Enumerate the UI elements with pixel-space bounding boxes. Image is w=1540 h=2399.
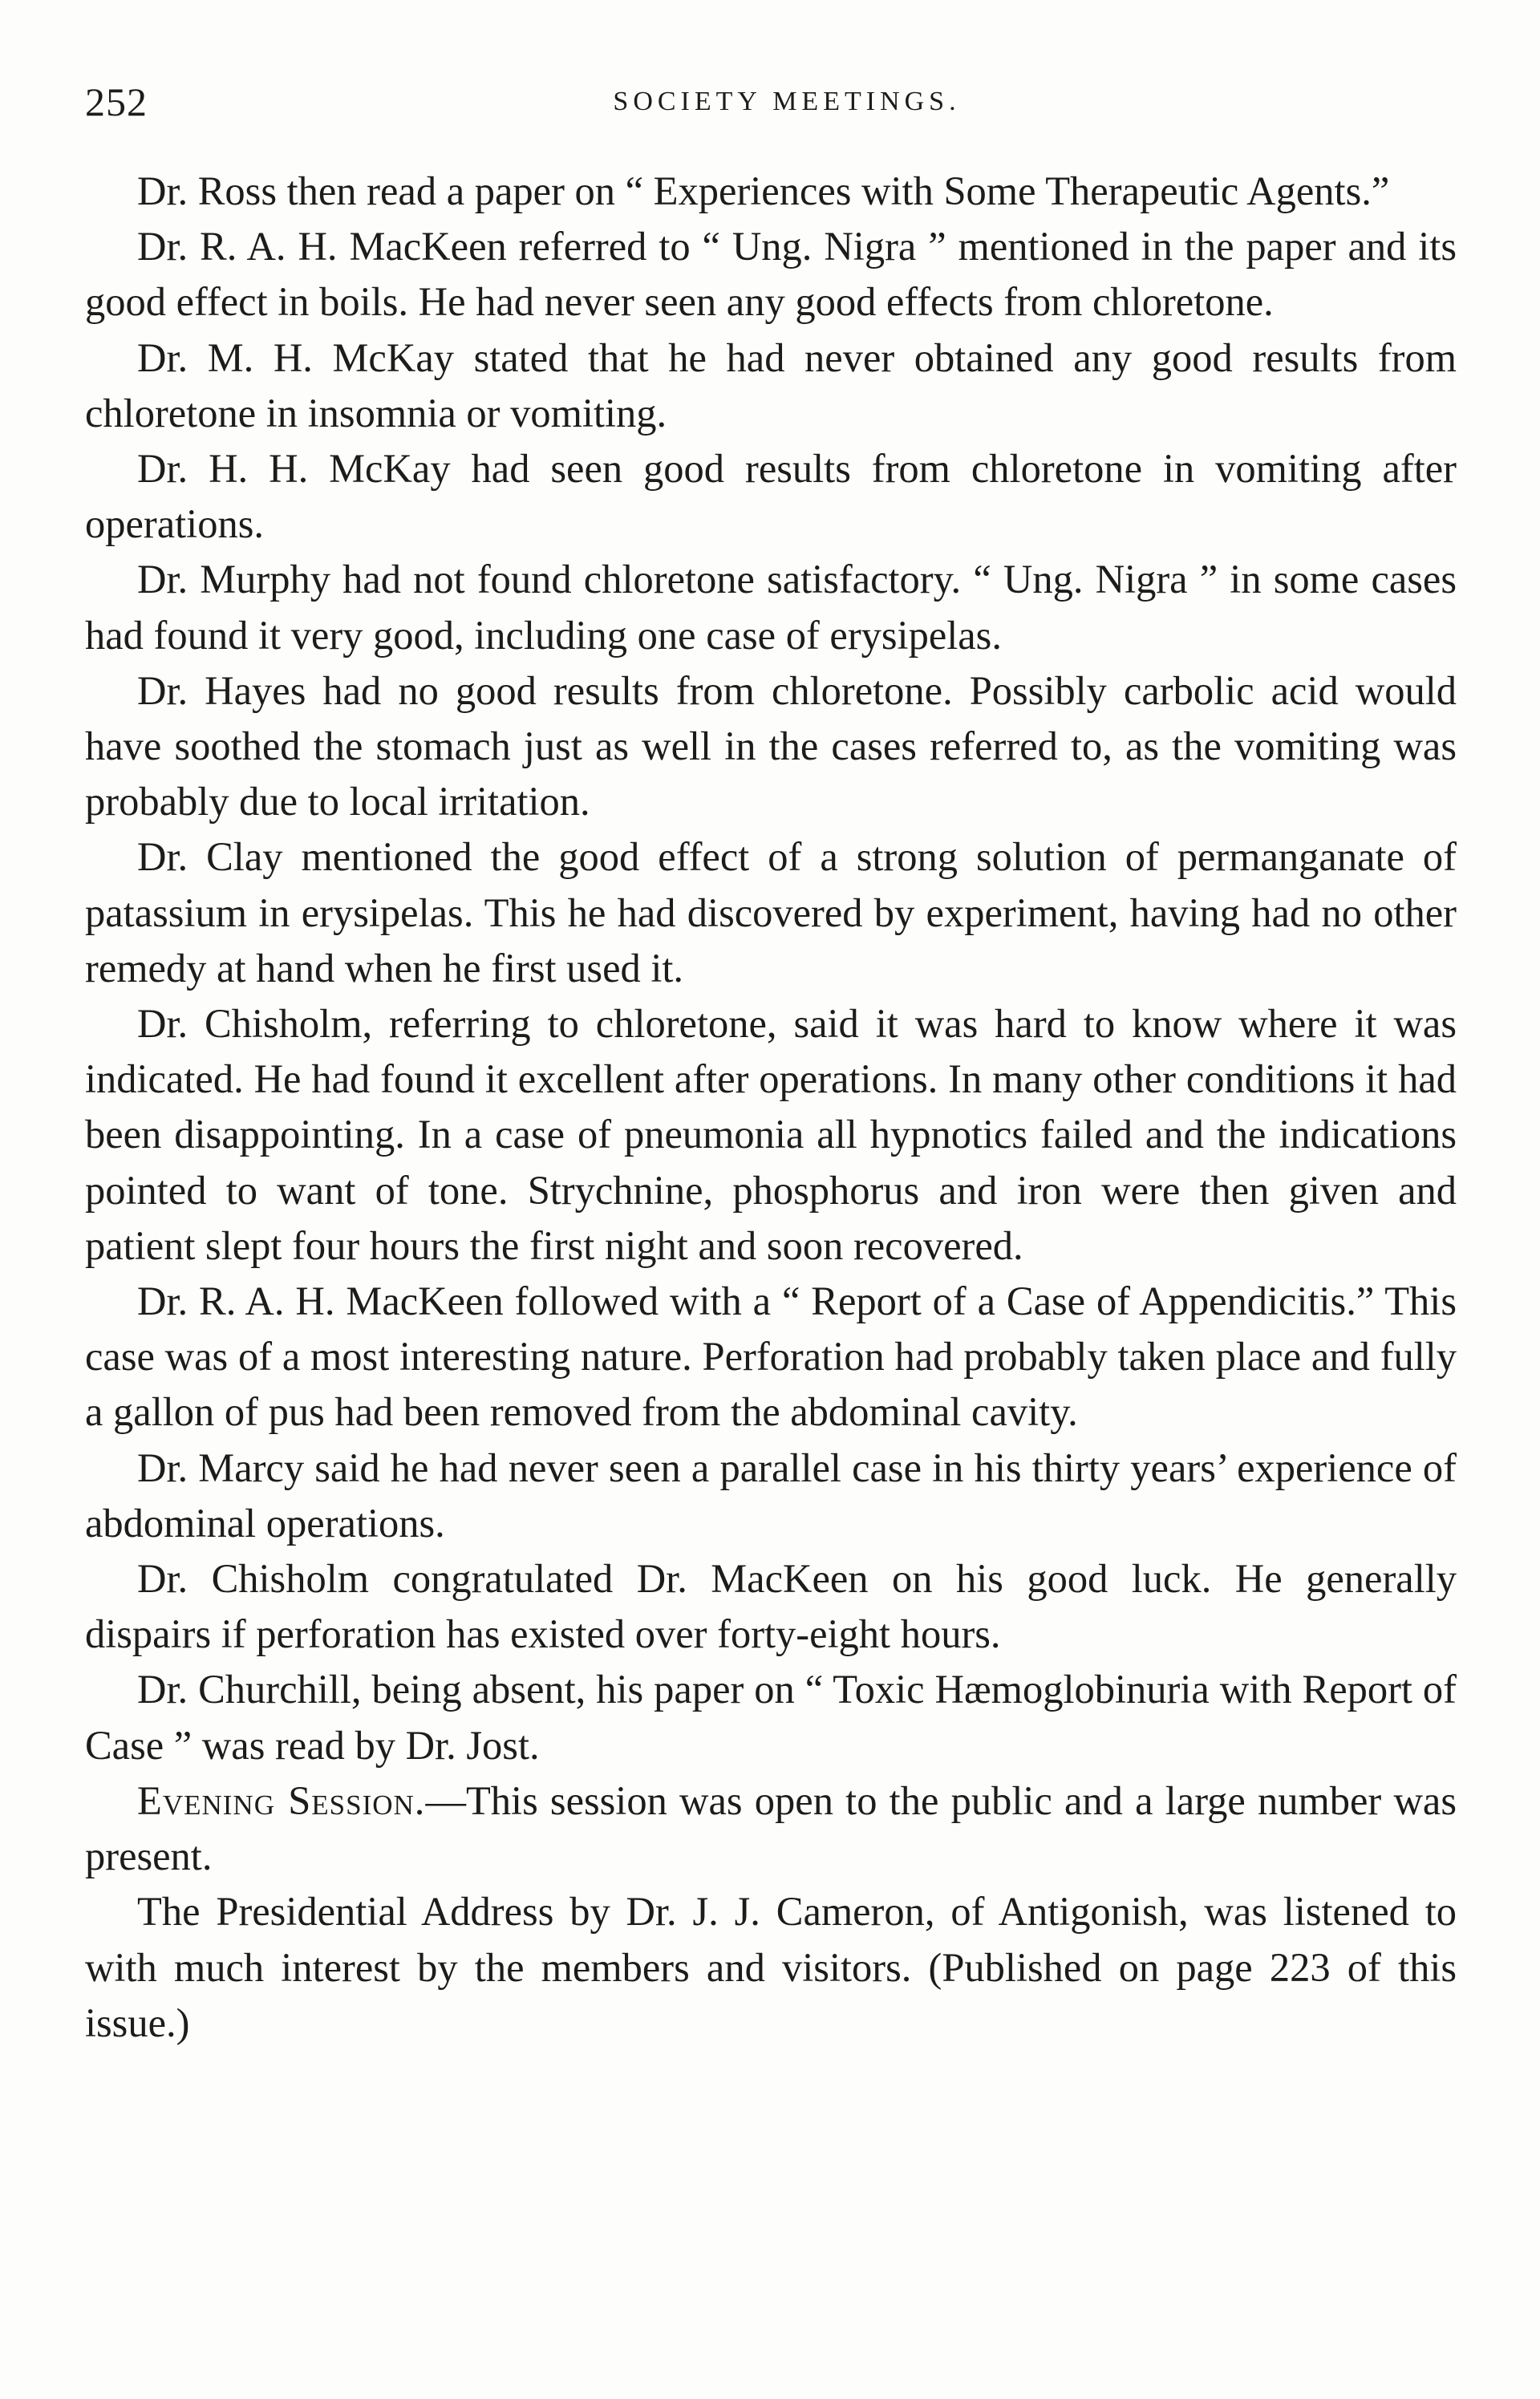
paragraph-hayes: Dr. Hayes had no good results from chloretone. Possibly carbolic acid would have soothed the stomach just as well in the cases referred to, as the vomiting was probably due to local irritation.	[85, 667, 1457, 825]
paragraph-chisholm-congratulated: Dr. Chisholm congratulated Dr. MacKeen on his good luck. He generally dispairs if perforation has existed over forty-eight hours.	[85, 1556, 1457, 1657]
paragraph-mackeen-ung-nigra: Dr. R. A. H. MacKeen referred to “ Ung. Nigra ” mentioned in the paper and its good effect in boils. He had never seen any good effects from chloretone.	[85, 224, 1457, 325]
paragraph-clay: Dr. Clay mentioned the good effect of a strong solution of permanganate of patassium in erysipelas. This he had discovered by experiment, having had no other remedy at hand when he first used it.	[85, 834, 1457, 991]
paragraph-evening-session	[85, 1773, 1457, 1884]
paragraph-churchill: Dr. Churchill, being absent, his paper on “ Toxic Hæmoglobinuria with Report of Case ” was read by Dr. Jost.	[85, 1667, 1457, 1768]
paragraph-chisholm-chloretone: Dr. Chisholm, referring to chloretone, said it was hard to know where it was indicated. He had found it excellent after operations. In many other conditions it had been disappointing. In a case of pneumonia all hypnotics failed and the indications pointed to want of tone. Strychnine, phosphorus and iron were then given and patient slept four hours the first night and soon recovered.	[85, 1001, 1457, 1268]
paragraph-ross: Dr. Ross then read a paper on “ Experiences with Some Therapeutic Agents.”	[137, 168, 1390, 213]
paragraph-mh-mckay: Dr. M. H. McKay stated that he had never obtained any good results from chloretone in insomnia or vomiting.	[85, 334, 1457, 436]
paragraph-presidential-address: The Presidential Address by Dr. J. J. Cameron, of Antigonish, was listened to with much interest by the members and visitors. (Published on page 223 of this issue.)	[85, 1889, 1457, 2045]
evening-session-text: —This session was open to the public and a large number was present.	[85, 1777, 1457, 1879]
running-head	[85, 74, 1457, 130]
paragraph-mackeen-appendicitis: Dr. R. A. H. MacKeen followed with a “ Report of a Case of Appendicitis.” This case was of a most interesting nature. Perforation had probably taken place and fully a gallon of pus had been removed from the abdominal cavity.	[85, 1279, 1457, 1435]
evening-session-heading: Evening Session.	[137, 1777, 426, 1823]
page-number: 252	[85, 79, 148, 124]
running-title: SOCIETY MEETINGS.	[613, 87, 961, 116]
paragraph-hh-mckay: Dr. H. H. McKay had seen good results from chloretone in vomiting after operations.	[85, 446, 1457, 547]
paragraph-murphy: Dr. Murphy had not found chloretone satisfactory. “ Ung. Nigra ” in some cases had found it very good, including one case of erysipelas.	[85, 557, 1457, 658]
body-text	[85, 164, 1457, 2051]
paragraph-marcy: Dr. Marcy said he had never seen a parallel case in his thirty years’ experience of abdominal operations.	[85, 1445, 1457, 1546]
